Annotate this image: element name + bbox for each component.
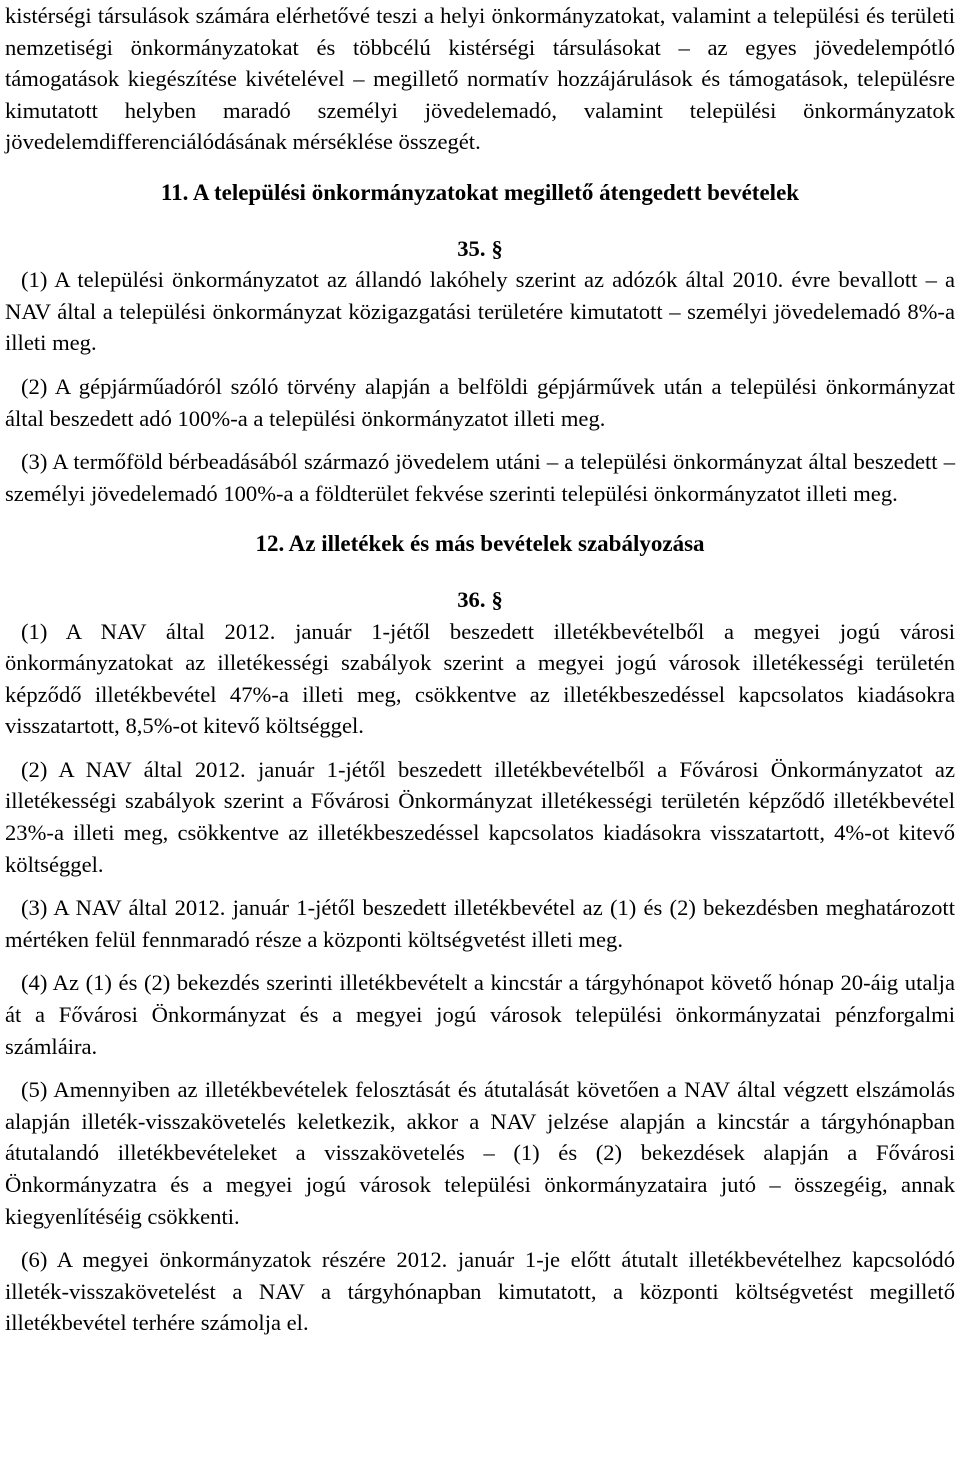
section-11-heading: 11. A települési önkormányzatokat megillető átengedett bevételek	[160, 179, 800, 205]
intro-paragraph: kistérségi társulások számára elérhetővé teszi a helyi önkormányzatokat, valamint a települési és területi nemzetiségi önkormányzatokat és többcélú kistérségi társulásokat – az egyes jövedelempótló támogatások kiegészítése kivételével – megillető normatív hozzájárulások és támogatások, településre kimutatott helyben maradó személyi jövedelemadó, valamint települési önkormányzatok jövedelemdifferenciálódásának mérséklése összegét.	[5, 3, 955, 155]
paragraph-35-3: (3) A termőföld bérbeadásából származó jövedelem utáni – a települési önkormányzat által beszedett – személyi jövedelemadó 100%-a a földterület fekvése szerinti települési önkormányzatot illeti meg.	[5, 449, 955, 506]
paragraph-36-4: (4) Az (1) és (2) bekezdés szerinti illetékbevételt a kincstár a tárgyhónapot követő hónap 20-áig utalja át a Fővárosi Önkormányzat és a megyei jogú városok települési önkormányzatai pénzforgalmi számláira.	[5, 970, 955, 1059]
document-page	[5, 0, 955, 1339]
paragraph-36-5: (5) Amennyiben az illetékbevételek felosztását és átutalását követően a NAV által végzett elszámolás alapján illeték-visszakövetelés keletkezik, akkor a NAV jelzése alapján a kincstár a tárgyhónapban átutalandó illetékbevételeket a visszakövetelés – (1) és (2) bekezdések alapján a Fővárosi Önkormányzatra és a megyei jogú városok települési önkormányzataira jutó – összegéig, annak kiegyenlítéséig csökkenti.	[5, 1077, 955, 1229]
paragraph-36-number	[5, 584, 955, 616]
paragraph-36-1: (1) A NAV által 2012. január 1-jétől beszedett illetékbevételből a megyei jogú városi önkormányzatokat az illetékességi szabályok szerint a megyei jogú városok illetékességi területén képződő illetékbevétel 47%-a illeti meg, csökkentve az illetékbeszedéssel kapcsolatos kiadásokra visszatartott, 8,5%-ot kitevő költséggel.	[5, 618, 955, 739]
paragraph-35-1: (1) A települési önkormányzatot az állandó lakóhely szerint az adózók által 2010. évre bevallott – a NAV által a települési önkormányzat közigazgatási területére kimutatott – személyi jövedelemadó 8%-a illeti meg.	[5, 267, 955, 356]
section-symbol: §	[491, 235, 503, 261]
paragraph-36-2: (2) A NAV által 2012. január 1-jétől beszedett illetékbevételből a Fővárosi Önkormányzatot az illetékességi szabályok szerint a Fővárosi Önkormányzat illetékességi területén képződő illetékbevétel 23%-a illeti meg, csökkentve az illetékbeszedéssel kapcsolatos kiadásokra visszatartott, 4%-ot kitevő költséggel.	[5, 756, 955, 877]
paragraph-number-text: 35.	[457, 235, 486, 261]
paragraph-35-2: (2) A gépjárműadóról szóló törvény alapján a belföldi gépjárművek után a települési önkormányzat által beszedett adó 100%-a a települési önkormányzatot illeti meg.	[5, 373, 955, 431]
paragraph-36-3: (3) A NAV által 2012. január 1-jétől beszedett illetékbevétel az (1) és (2) bekezdésben meghatározott mértéken felül fennmaradó része a központi költségvetést illeti meg.	[5, 895, 955, 952]
paragraph-35-number	[5, 233, 955, 265]
section-12-heading: 12. Az illetékek és más bevételek szabályozása	[255, 531, 705, 557]
paragraph-36-6: (6) A megyei önkormányzatok részére 2012. január 1-je előtt átutalt illetékbevételhez kapcsolódó illeték-visszakövetelést a NAV a tárgyhónapban kimutatott, a központi költségvetést megillető illetékbevétel terhére számolja el.	[5, 1247, 955, 1336]
section-symbol: §	[491, 586, 503, 612]
paragraph-number-text: 36.	[457, 586, 486, 612]
